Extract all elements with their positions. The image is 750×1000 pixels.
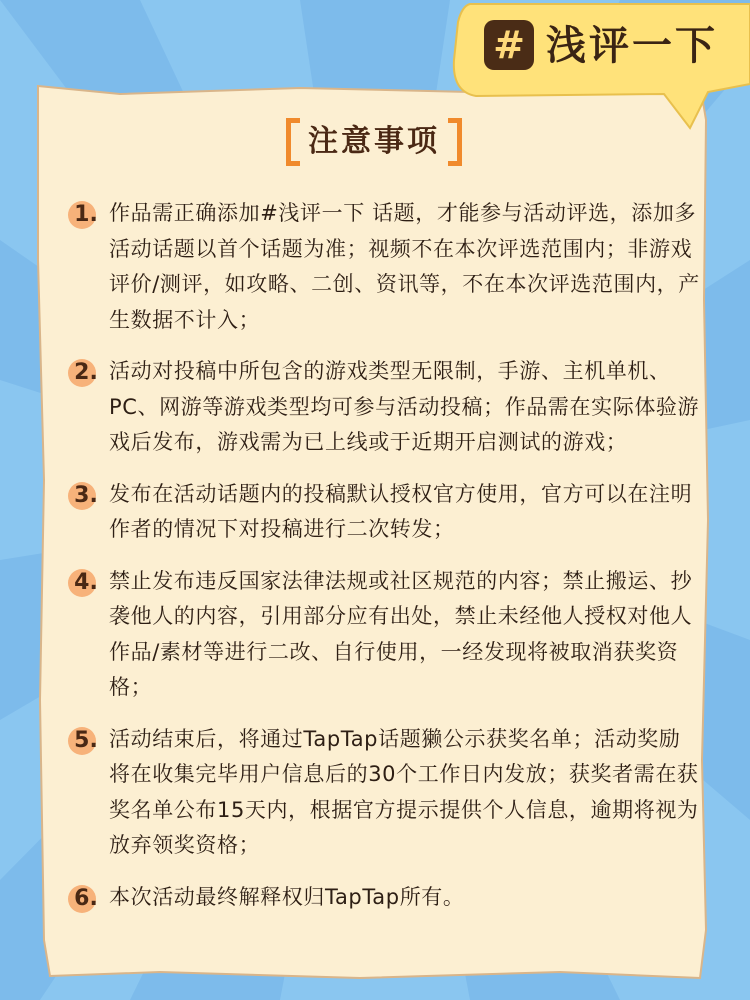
item-text: 活动对投稿中所包含的游戏类型无限制，手游、主机单机、PC、网游等游戏类型均可参与活动投稿；作品需在实际体验游戏后发布，游戏需为已上线或于近期开启测试的游戏； <box>109 359 700 454</box>
item-number: 1. <box>66 199 106 231</box>
item-number: 6. <box>66 883 106 915</box>
list-item <box>66 354 702 461</box>
left-bracket-icon <box>286 118 300 166</box>
tag-label: 浅评一下 <box>546 23 718 69</box>
item-text: 作品需正确添加#浅评一下 话题，才能参与活动评选，添加多活动话题以首个话题为准；视频不在本次评选范围内；非游戏评价/测评，如攻略、二创、资讯等，不在本次评选范围内，产生数据不计入； <box>109 201 700 332</box>
list-item <box>66 564 702 706</box>
item-text: 禁止发布违反国家法律法规或社区规范的内容；禁止搬运、抄袭他人的内容，引用部分应有出处，禁止未经他人授权对他人作品/素材等进行二改、自行使用，一经发现将被取消获奖资格； <box>109 568 693 699</box>
list-item <box>66 722 702 864</box>
right-bracket-icon <box>448 118 462 166</box>
item-number: 5. <box>66 725 106 757</box>
item-number: 4. <box>66 567 106 599</box>
page-title: 注意事项 <box>308 124 440 159</box>
item-number: 3. <box>66 480 106 512</box>
list-item <box>66 880 702 916</box>
hash-icon: # <box>484 20 534 70</box>
item-text: 活动结束后，将通过TapTap话题獭公示获奖名单；活动奖励将在收集完毕用户信息后的30个工作日内发放；获奖者需在获奖名单公布15天内，根据官方提示提供个人信息，逾期将视为放弃领奖资格； <box>109 726 699 857</box>
notice-list <box>66 196 702 931</box>
item-text: 本次活动最终解释权归TapTap所有。 <box>109 884 465 909</box>
item-number: 2. <box>66 357 106 389</box>
section-title <box>286 118 462 174</box>
item-text: 发布在活动话题内的投稿默认授权官方使用，官方可以在注明作者的情况下对投稿进行二次转发； <box>109 481 693 541</box>
list-item <box>66 477 702 548</box>
list-item <box>66 196 702 338</box>
